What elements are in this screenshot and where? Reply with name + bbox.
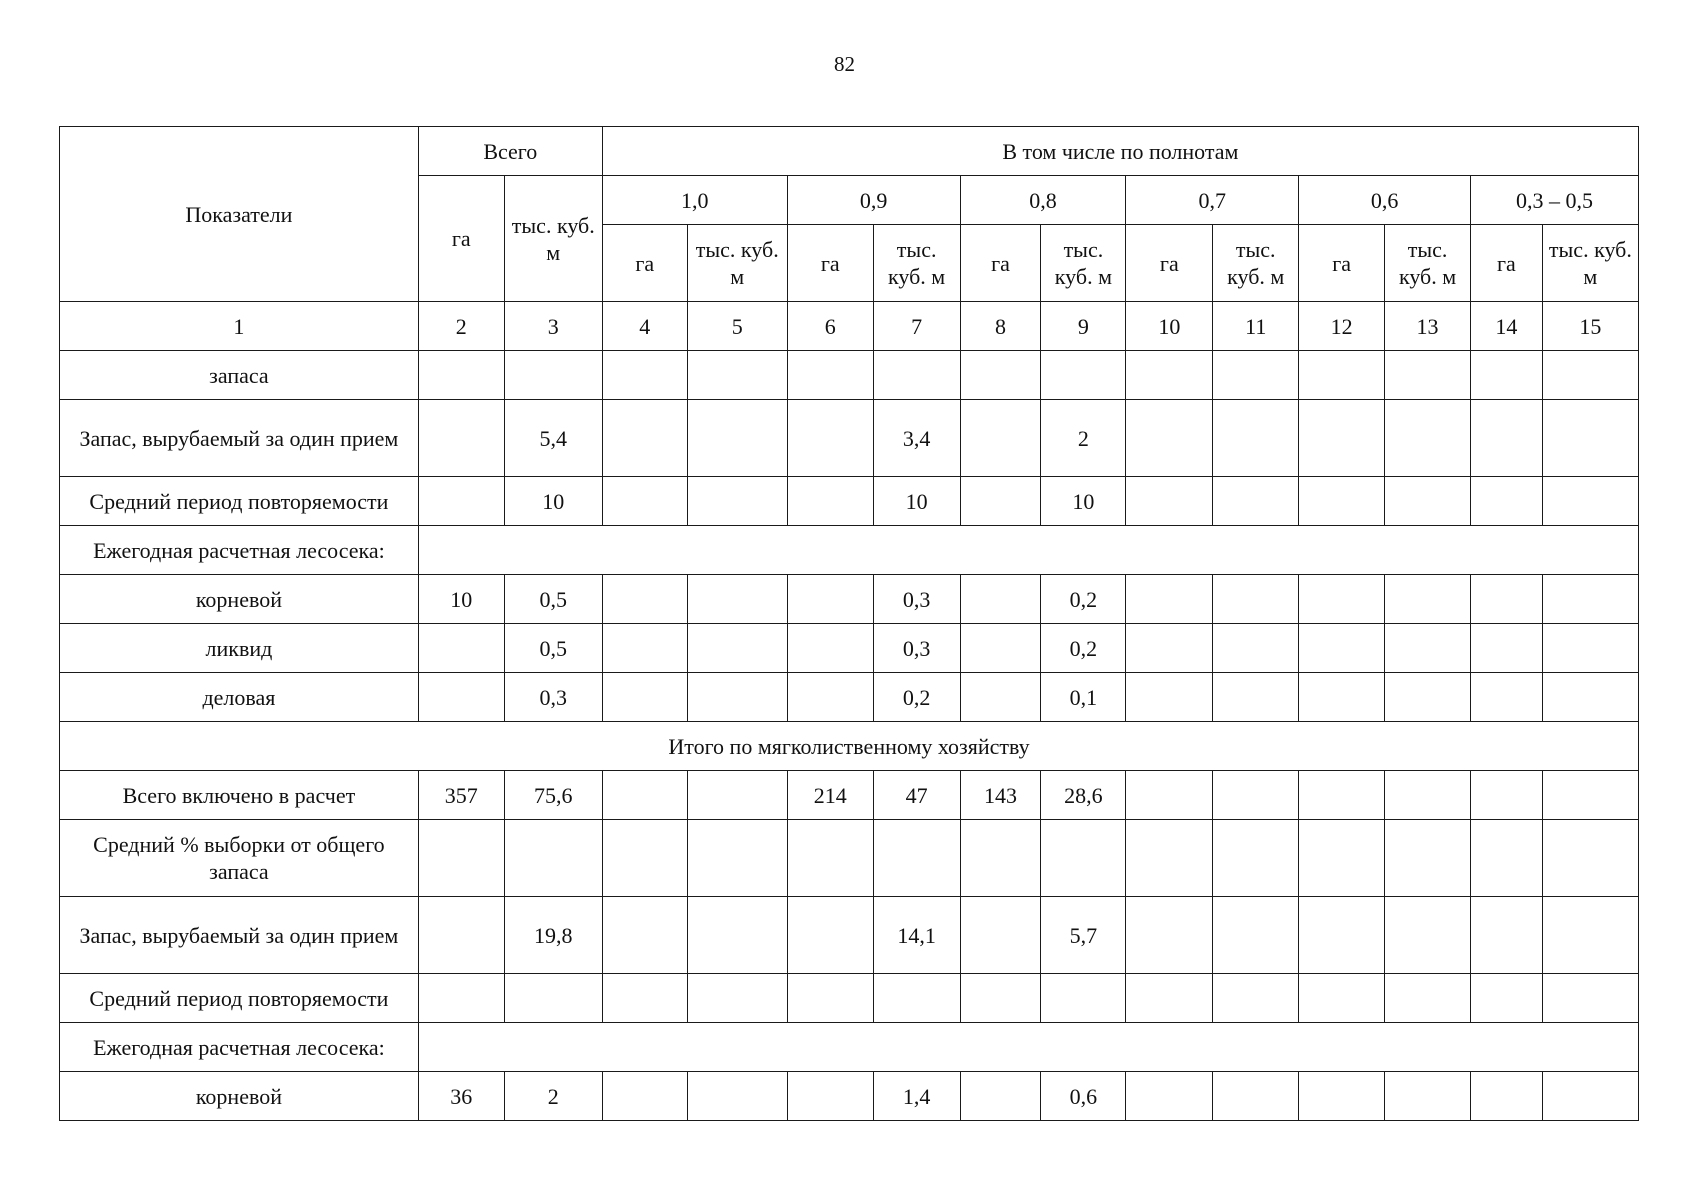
table-cell [1213,897,1299,974]
table-cell: 0,6 [1041,1072,1126,1121]
table-cell [1542,820,1638,897]
empty-span-cell [418,1023,1638,1072]
table-cell [1385,400,1471,477]
table-cell [1299,897,1385,974]
section-title: Итого по мягколиственному хозяйству [60,722,1639,771]
row-label: Запас, вырубаемый за один прием [60,400,419,477]
table-cell [787,477,873,526]
table-cell: 0,2 [1041,624,1126,673]
table-cell [787,575,873,624]
row-label: Запас, вырубаемый за один прием [60,897,419,974]
table-cell [1213,351,1299,400]
table-cell [787,974,873,1023]
table-cell [1542,897,1638,974]
header-indicators: Показатели [60,127,419,302]
table-cell [787,1072,873,1121]
row-label: Ежегодная расчетная лесосека: [60,1023,419,1072]
table-cell [418,974,504,1023]
row-label: запаса [60,351,419,400]
table-cell [960,820,1041,897]
table-cell [1385,974,1471,1023]
column-number: 15 [1542,302,1638,351]
table-cell: 3,4 [873,400,960,477]
column-number: 1 [60,302,419,351]
table-cell [687,673,787,722]
table-cell [1471,820,1543,897]
table-cell [418,820,504,897]
column-number: 6 [787,302,873,351]
table-row [60,351,1639,400]
header-unit-ha: га [787,225,873,302]
table-cell [602,673,687,722]
table-cell [1542,1072,1638,1121]
table-cell [1299,351,1385,400]
table-cell [1299,771,1385,820]
column-number: 8 [960,302,1041,351]
table-cell [960,897,1041,974]
table-cell: 0,2 [873,673,960,722]
table-cell [1471,1072,1543,1121]
table-cell [1299,400,1385,477]
table-cell [960,673,1041,722]
table-cell [418,400,504,477]
table-cell [418,624,504,673]
table-cell [1299,477,1385,526]
table-cell [1385,771,1471,820]
header-density-0-3-0-5: 0,3 – 0,5 [1471,176,1639,225]
table-row [60,624,1639,673]
empty-span-cell [418,526,1638,575]
table-cell [687,575,787,624]
header-unit-volume: тыс. куб. м [687,225,787,302]
row-label: Ежегодная расчетная лесосека: [60,526,419,575]
table-cell: 5,4 [504,400,602,477]
header-unit-volume: тыс. куб. м [873,225,960,302]
table-cell [418,673,504,722]
table-cell: 2 [1041,400,1126,477]
table-cell [960,351,1041,400]
table-cell [687,624,787,673]
header-unit-volume: тыс. куб. м [1385,225,1471,302]
table-cell [960,624,1041,673]
table-cell [1542,351,1638,400]
table-cell [1471,400,1543,477]
table-cell: 0,3 [504,673,602,722]
table-cell [602,897,687,974]
table-cell [1126,351,1213,400]
header-total-volume: тыс. куб. м [504,176,602,302]
table-cell [504,351,602,400]
table-cell: 214 [787,771,873,820]
header-row-main [60,127,1639,176]
table-cell [1126,673,1213,722]
row-label: Средний % выборки от общего запаса [60,820,419,897]
table-cell [1471,771,1543,820]
table-cell: 36 [418,1072,504,1121]
table-cell: 357 [418,771,504,820]
header-density-0-6: 0,6 [1299,176,1471,225]
table-cell [1299,624,1385,673]
table-cell: 14,1 [873,897,960,974]
column-number: 4 [602,302,687,351]
table-cell: 2 [504,1072,602,1121]
table-cell [1041,820,1126,897]
table-cell: 0,5 [504,624,602,673]
table-cell [1542,771,1638,820]
column-number: 10 [1126,302,1213,351]
table-cell: 143 [960,771,1041,820]
table-cell [687,1072,787,1121]
table-row [60,897,1639,974]
table-cell [1041,974,1126,1023]
table-row [60,1023,1639,1072]
table-cell [1471,974,1543,1023]
table-cell [418,477,504,526]
header-unit-volume: тыс. куб. м [1542,225,1638,302]
column-number: 7 [873,302,960,351]
page-number: 82 [834,52,855,76]
table-cell [1542,477,1638,526]
column-number: 9 [1041,302,1126,351]
table-cell [1213,575,1299,624]
table-cell [1213,624,1299,673]
forest-density-table [59,126,1639,1121]
table-cell [1471,897,1543,974]
column-number: 2 [418,302,504,351]
table-cell [1385,477,1471,526]
table-row [60,400,1639,477]
table-cell [602,624,687,673]
table-cell: 75,6 [504,771,602,820]
row-label: ликвид [60,624,419,673]
header-total-ha: га [418,176,504,302]
table-cell [1471,477,1543,526]
header-unit-ha: га [1471,225,1543,302]
row-label: Средний период повторяемости [60,974,419,1023]
table-cell: 10 [418,575,504,624]
table-cell [602,1072,687,1121]
table-row [60,1072,1639,1121]
header-unit-volume: тыс. куб. м [1041,225,1126,302]
table-cell: 1,4 [873,1072,960,1121]
table-cell [602,771,687,820]
table-cell [1471,624,1543,673]
table-cell [687,820,787,897]
table-cell [1126,897,1213,974]
table-cell [1385,897,1471,974]
table-cell: 0,1 [1041,673,1126,722]
table-cell [1126,477,1213,526]
table-cell [1126,624,1213,673]
header-total: Всего [418,127,602,176]
header-unit-ha: га [960,225,1041,302]
table-cell [1213,673,1299,722]
column-number: 13 [1385,302,1471,351]
header-density-0-7: 0,7 [1126,176,1299,225]
column-number: 14 [1471,302,1543,351]
table-cell: 10 [873,477,960,526]
table-cell [504,820,602,897]
table-cell [418,351,504,400]
row-label: Всего включено в расчет [60,771,419,820]
table-cell [1213,771,1299,820]
header-unit-ha: га [1126,225,1213,302]
table-cell: 5,7 [1041,897,1126,974]
table-cell [787,820,873,897]
table-cell [1385,351,1471,400]
table-cell [1385,575,1471,624]
column-number: 3 [504,302,602,351]
column-number: 5 [687,302,787,351]
table-cell [504,974,602,1023]
table-cell [1041,351,1126,400]
column-number: 11 [1213,302,1299,351]
table-row [60,974,1639,1023]
row-label: Средний период повторяемости [60,477,419,526]
table-row [60,575,1639,624]
table-cell [1299,974,1385,1023]
row-label: корневой [60,1072,419,1121]
table-cell [1542,673,1638,722]
header-unit-volume: тыс. куб. м [1213,225,1299,302]
table-cell [1213,400,1299,477]
table-cell [418,897,504,974]
table-cell [787,897,873,974]
table-row [60,771,1639,820]
table-cell [1542,624,1638,673]
header-unit-ha: га [602,225,687,302]
row-label: корневой [60,575,419,624]
table-cell [687,771,787,820]
column-number: 12 [1299,302,1385,351]
table-cell [960,477,1041,526]
table-cell [602,477,687,526]
table-cell [1299,820,1385,897]
table-row [60,477,1639,526]
table-cell [960,575,1041,624]
table-cell [1471,351,1543,400]
table-cell: 0,5 [504,575,602,624]
table-cell [787,673,873,722]
table-cell [602,575,687,624]
table-cell [1213,1072,1299,1121]
table-cell: 47 [873,771,960,820]
table-cell [602,400,687,477]
table-cell [1542,575,1638,624]
table-cell [1126,1072,1213,1121]
table-cell [787,351,873,400]
table-cell [1126,400,1213,477]
table-cell [1126,575,1213,624]
table-cell [687,400,787,477]
table-cell: 0,3 [873,624,960,673]
table-cell [1213,477,1299,526]
table-row [60,673,1639,722]
table-cell [1385,673,1471,722]
table-cell [1542,974,1638,1023]
table-cell [1126,974,1213,1023]
header-density-0-8: 0,8 [960,176,1126,225]
table-cell [1299,1072,1385,1121]
header-unit-ha: га [1299,225,1385,302]
table-cell [960,400,1041,477]
table-cell [1299,575,1385,624]
table-cell [687,477,787,526]
header-including-by-density: В том числе по полнотам [602,127,1638,176]
table-cell: 28,6 [1041,771,1126,820]
table-cell: 0,3 [873,575,960,624]
header-density-1-0: 1,0 [602,176,787,225]
table-cell [1213,974,1299,1023]
table-cell: 10 [504,477,602,526]
table-cell [602,820,687,897]
table-cell [960,974,1041,1023]
table-cell [787,400,873,477]
section-title-row [60,722,1639,771]
table-cell: 0,2 [1041,575,1126,624]
table-cell [602,351,687,400]
table-cell [1385,1072,1471,1121]
table-cell [960,1072,1041,1121]
table-cell: 10 [1041,477,1126,526]
table-row [60,820,1639,897]
table-cell: 19,8 [504,897,602,974]
header-density-0-9: 0,9 [787,176,960,225]
table-cell [873,351,960,400]
table-cell [873,820,960,897]
table-cell [1126,771,1213,820]
table-cell [687,351,787,400]
table-cell [1471,575,1543,624]
column-number-row [60,302,1639,351]
table-cell [1126,820,1213,897]
table-cell [687,974,787,1023]
table-cell [1213,820,1299,897]
row-label: деловая [60,673,419,722]
table-cell [1471,673,1543,722]
table-cell [602,974,687,1023]
table-cell [787,624,873,673]
table-cell [687,897,787,974]
table-cell [1385,624,1471,673]
table-row [60,526,1639,575]
table-cell [873,974,960,1023]
table-cell [1385,820,1471,897]
table-cell [1542,400,1638,477]
table-cell [1299,673,1385,722]
